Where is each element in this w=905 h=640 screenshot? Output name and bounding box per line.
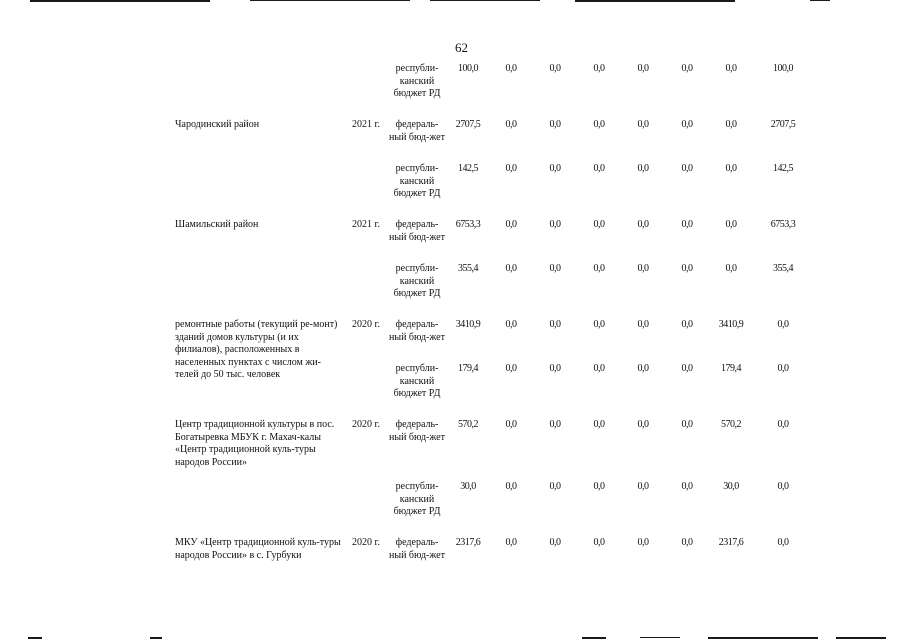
funding-source: федераль-ный бюд-жет <box>389 419 445 443</box>
value-cell: 0,0 <box>505 419 517 430</box>
value-cell: 0,0 <box>505 119 517 130</box>
funding-source: федераль-ный бюд-жет <box>389 319 445 343</box>
value-cell: 0,0 <box>681 363 693 374</box>
value-cell: 0,0 <box>681 219 693 230</box>
value-cell: 355,4 <box>773 263 793 274</box>
scan-edge-bottom-3 <box>582 637 606 639</box>
row-name: МКУ «Центр традиционной куль-туры народов России» в с. Гурбуки <box>175 537 341 561</box>
scan-edge-top-4 <box>575 0 735 2</box>
value-cell: 0,0 <box>593 219 605 230</box>
value-cell: 142,5 <box>773 163 793 174</box>
value-cell: 30,0 <box>460 481 476 492</box>
row-name: Центр традиционной культуры в пос. Богатыревка МБУК г. Махач-калы «Центр традиционной куль-туры народов России» <box>175 419 335 468</box>
row-year: 2021 г. <box>352 119 380 130</box>
value-cell: 0,0 <box>777 363 789 374</box>
row-name: Шамильский район <box>175 219 259 230</box>
value-cell: 0,0 <box>725 263 737 274</box>
scan-edge-bottom-6 <box>836 637 886 639</box>
value-cell: 0,0 <box>777 419 789 430</box>
value-cell: 570,2 <box>721 419 741 430</box>
value-cell: 0,0 <box>777 481 789 492</box>
value-cell: 0,0 <box>549 419 561 430</box>
value-cell: 2317,6 <box>718 537 744 548</box>
value-cell: 0,0 <box>549 263 561 274</box>
value-cell: 3410,9 <box>718 319 744 330</box>
funding-source: республи-канский бюджет РД <box>393 263 441 299</box>
value-cell: 0,0 <box>505 363 517 374</box>
value-cell: 0,0 <box>637 63 649 74</box>
value-cell: 0,0 <box>593 63 605 74</box>
scan-edge-bottom-1 <box>28 637 42 639</box>
value-cell: 30,0 <box>723 481 739 492</box>
value-cell: 0,0 <box>549 537 561 548</box>
value-cell: 0,0 <box>637 263 649 274</box>
value-cell: 0,0 <box>681 63 693 74</box>
value-cell: 0,0 <box>505 63 517 74</box>
value-cell: 6753,3 <box>455 219 481 230</box>
value-cell: 0,0 <box>549 363 561 374</box>
value-cell: 0,0 <box>725 219 737 230</box>
value-cell: 0,0 <box>777 537 789 548</box>
value-cell: 179,4 <box>458 363 478 374</box>
value-cell: 0,0 <box>593 119 605 130</box>
value-cell: 0,0 <box>681 319 693 330</box>
value-cell: 0,0 <box>637 119 649 130</box>
value-cell: 0,0 <box>637 419 649 430</box>
funding-source: республи-канский бюджет РД <box>393 163 441 199</box>
value-cell: 355,4 <box>458 263 478 274</box>
value-cell: 0,0 <box>637 163 649 174</box>
value-cell: 0,0 <box>593 163 605 174</box>
funding-source: республи-канский бюджет РД <box>393 63 441 99</box>
value-cell: 0,0 <box>637 481 649 492</box>
value-cell: 0,0 <box>505 537 517 548</box>
value-cell: 2707,5 <box>455 119 481 130</box>
value-cell: 2317,6 <box>455 537 481 548</box>
scan-edge-bottom-2 <box>150 637 162 639</box>
funding-source: федераль-ный бюд-жет <box>389 537 445 561</box>
scan-edge-bottom-5 <box>708 637 818 639</box>
value-cell: 0,0 <box>549 63 561 74</box>
value-cell: 0,0 <box>725 119 737 130</box>
value-cell: 0,0 <box>637 363 649 374</box>
row-year: 2021 г. <box>352 219 380 230</box>
value-cell: 179,4 <box>721 363 741 374</box>
value-cell: 0,0 <box>549 119 561 130</box>
scan-edge-top-5 <box>810 0 830 1</box>
funding-source: федераль-ный бюд-жет <box>389 119 445 143</box>
value-cell: 0,0 <box>505 481 517 492</box>
scan-edge-bottom-4 <box>640 637 680 638</box>
value-cell: 0,0 <box>681 163 693 174</box>
value-cell: 0,0 <box>681 119 693 130</box>
value-cell: 0,0 <box>505 163 517 174</box>
row-name: ремонтные работы (текущий ре-монт) зданий домов культуры (и их филиалов), расположенных в населенных пунктах с числом жи-телей до 50 тыс. человек <box>175 319 338 380</box>
value-cell: 0,0 <box>637 319 649 330</box>
value-cell: 0,0 <box>725 163 737 174</box>
value-cell: 0,0 <box>593 363 605 374</box>
value-cell: 3410,9 <box>455 319 481 330</box>
value-cell: 0,0 <box>593 481 605 492</box>
value-cell: 0,0 <box>505 263 517 274</box>
value-cell: 142,5 <box>458 163 478 174</box>
value-cell: 0,0 <box>637 219 649 230</box>
value-cell: 0,0 <box>549 219 561 230</box>
value-cell: 0,0 <box>593 319 605 330</box>
value-cell: 0,0 <box>637 537 649 548</box>
value-cell: 0,0 <box>681 481 693 492</box>
value-cell: 0,0 <box>549 481 561 492</box>
value-cell: 0,0 <box>505 319 517 330</box>
value-cell: 0,0 <box>593 263 605 274</box>
row-year: 2020 г. <box>352 419 380 430</box>
value-cell: 0,0 <box>505 219 517 230</box>
row-year: 2020 г. <box>352 319 380 330</box>
value-cell: 2707,5 <box>770 119 796 130</box>
value-cell: 0,0 <box>593 537 605 548</box>
funding-source: федераль-ный бюд-жет <box>389 219 445 243</box>
value-cell: 0,0 <box>681 263 693 274</box>
funding-source: республи-канский бюджет РД <box>393 363 441 399</box>
value-cell: 0,0 <box>593 419 605 430</box>
page-number: 62 <box>455 40 468 55</box>
scan-edge-top-1 <box>30 0 210 2</box>
scan-edge-top-2 <box>250 0 410 1</box>
row-year: 2020 г. <box>352 537 380 548</box>
value-cell: 100,0 <box>773 63 793 74</box>
value-cell: 570,2 <box>458 419 478 430</box>
scan-edge-top-3 <box>430 0 540 1</box>
value-cell: 0,0 <box>549 163 561 174</box>
value-cell: 0,0 <box>777 319 789 330</box>
value-cell: 100,0 <box>458 63 478 74</box>
value-cell: 0,0 <box>681 537 693 548</box>
value-cell: 0,0 <box>549 319 561 330</box>
value-cell: 0,0 <box>681 419 693 430</box>
row-name: Чародинский район <box>175 119 260 130</box>
value-cell: 0,0 <box>725 63 737 74</box>
funding-source: республи-канский бюджет РД <box>393 481 441 517</box>
value-cell: 6753,3 <box>770 219 796 230</box>
